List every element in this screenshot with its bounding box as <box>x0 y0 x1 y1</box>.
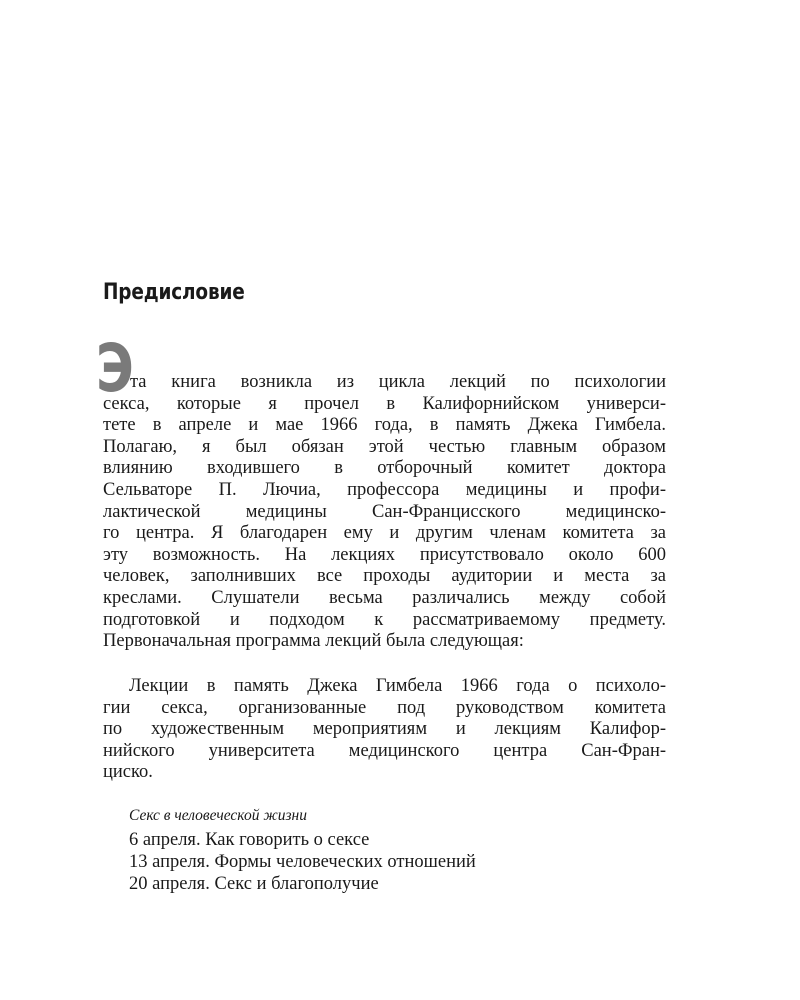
paragraph-line: Полагаю, я был обязан этой честью главным образом <box>103 436 666 457</box>
paragraph-line: эту возможность. На лекциях присутствовало около 600 <box>103 544 666 565</box>
paragraph-line: циско. <box>103 762 153 783</box>
paragraph-line: Сельваторе П. Лючиа, профессора медицины и профи- <box>103 479 666 500</box>
paragraph-line: влиянию входившего в отборочный комитет доктора <box>103 458 666 479</box>
paragraph-line: тете в апреле и мае 1966 года, в память Джека Гимбела. <box>103 415 666 436</box>
paragraph-line: гии секса, организованные под руководством комитета <box>103 697 666 718</box>
schedule-title: Секс в человеческой жизни <box>129 807 307 824</box>
paragraph-line: креслами. Слушатели весьма различались между собой <box>103 587 666 608</box>
paragraph-line: Первоначальная программа лекций была следующая: <box>103 631 524 652</box>
paragraph-line: та книга возникла из цикла лекций по психологии <box>130 372 666 392</box>
chapter-heading: Предисловие <box>103 280 245 305</box>
schedule-item: 13 апреля. Формы человеческих отношений <box>129 852 476 872</box>
paragraph-line: Лекции в память Джека Гимбела 1966 года о психоло- <box>129 676 666 696</box>
paragraph-line: подготовкой и подходом к рассматриваемому предмету. <box>103 609 666 630</box>
paragraph-line: человек, заполнивших все проходы аудитории и места за <box>103 566 666 587</box>
intro-paragraph <box>96 330 666 653</box>
paragraph-line: лактической медицины Сан-Францисского медицинско- <box>103 501 666 522</box>
paragraph-line: го центра. Я благодарен ему и другим членам комитета за <box>103 523 666 544</box>
lecture-info-paragraph <box>103 676 666 784</box>
paragraph-line: по художественным мероприятиям и лекциям Калифор- <box>103 719 666 740</box>
paragraph-line: нийского университета медицинского центра Сан-Фран- <box>103 740 666 761</box>
paragraph-line: секса, которые я прочел в Калифорнийском универси- <box>103 393 666 414</box>
drop-cap-letter: Э <box>96 330 134 407</box>
schedule-item: 20 апреля. Секс и благополучие <box>129 874 379 894</box>
lecture-schedule <box>129 805 476 895</box>
schedule-item: 6 апреля. Как говорить о сексе <box>129 830 370 850</box>
